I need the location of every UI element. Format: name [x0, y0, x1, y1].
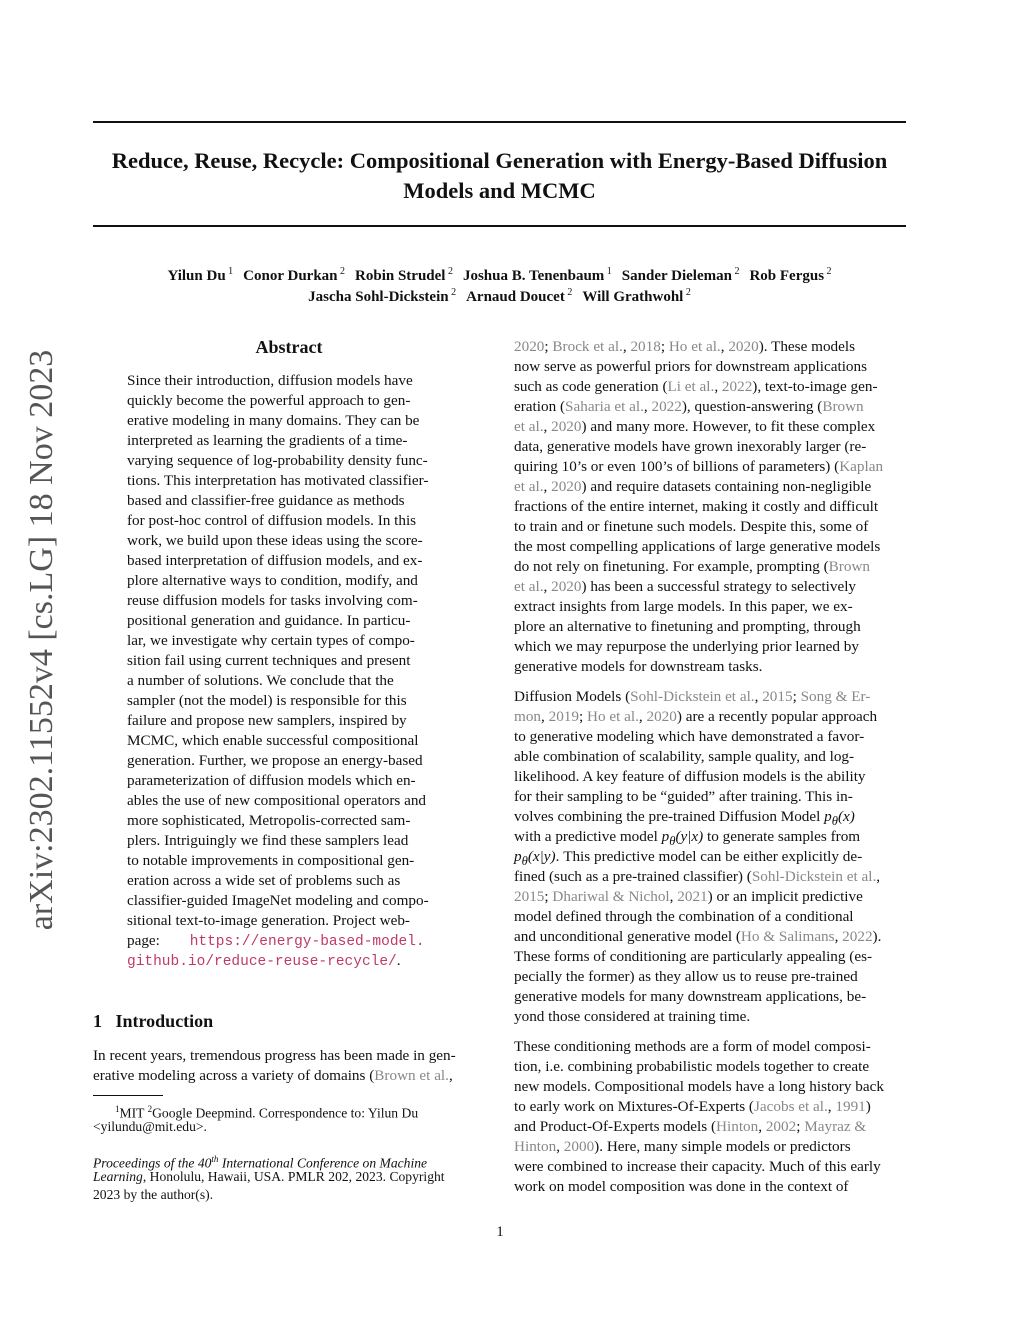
body-text-line — [514, 687, 870, 707]
text-span: , — [543, 578, 552, 595]
text-span: fractions of the entire internet, making it costly and difficult — [514, 498, 879, 515]
author-name: Rob Fergus $^2$ — [749, 266, 832, 284]
citation-link[interactable]: 2018 — [630, 338, 661, 355]
proceedings-text: , Honolulu, Hawaii, USA. PMLR 202, 2023. Copyright — [142, 1169, 445, 1184]
author-name: Sander Dieleman $^2$ — [621, 266, 740, 284]
text-span: ; — [792, 688, 801, 705]
text-span: to generate samples from — [703, 828, 861, 845]
text-span: . This predictive model can be either explicitly de- — [555, 848, 863, 865]
text-span: for their sampling to be “guided” after training. This in- — [514, 788, 853, 805]
citation-link[interactable]: 2020 — [514, 338, 545, 355]
text-span: ; — [660, 338, 669, 355]
text-span: ) and require datasets containing non-negligible — [581, 478, 872, 495]
text-span: ) are a recently popular approach — [676, 708, 878, 725]
text-span: work on model composition was done in the context of — [514, 1178, 849, 1195]
text-span: the most compelling applications of large generative models — [514, 538, 881, 555]
abstract-page-label: page: — [127, 932, 160, 949]
citation-link[interactable]: 2022 — [651, 398, 682, 415]
text-span: likelihood. A key feature of diffusion models is the ability — [514, 768, 866, 785]
body-text-line — [514, 947, 872, 967]
text-span: , — [720, 338, 729, 355]
text-span: , — [714, 378, 722, 395]
proceedings-text: International Conference on Machine — [218, 1155, 428, 1171]
author-name: Jascha Sohl-Dickstein $^2$ — [308, 287, 457, 305]
text-span: and unconditional generative model ( — [514, 928, 741, 945]
text-span: , — [834, 928, 843, 945]
affiliation-footnote-line-2: <yilundu@mit.edu>. — [93, 1119, 207, 1134]
text-span: ). — [872, 928, 882, 945]
citation-link[interactable]: 2002 — [765, 1118, 797, 1135]
abstract-line: based interpretation of diffusion models, and ex- — [127, 552, 423, 569]
text-span: with a predictive model — [514, 828, 662, 845]
body-text-line — [514, 377, 878, 397]
abstract-line: classifier-guided ImageNet modeling and compo- — [127, 892, 429, 909]
top-rule — [93, 121, 906, 123]
body-text-line — [514, 767, 866, 787]
footnote-rule — [93, 1095, 163, 1096]
proceedings-text: Proceedings of the — [93, 1155, 198, 1171]
abstract-url-line-1 — [127, 931, 457, 952]
text-span: data, generative models have grown inexorably larger (re- — [514, 438, 867, 455]
proceedings-text: Learning — [93, 1169, 143, 1184]
citation-link[interactable]: et al. — [514, 418, 544, 435]
text-span: generative models for many downstream applications, be- — [514, 988, 867, 1005]
citation-link[interactable]: mon — [514, 708, 542, 725]
abstract-line: reuse diffusion models for tasks involving com- — [127, 592, 418, 609]
abstract-line: quickly become the powerful approach to gen- — [127, 392, 411, 409]
body-text-line — [514, 727, 864, 747]
text-span: plore an alternative to finetuning and prompting, through — [514, 618, 861, 635]
citation-link[interactable]: 2015 — [514, 888, 545, 905]
citation-link[interactable]: Li et al. — [667, 378, 715, 395]
footnote-marker: 2 — [147, 1104, 153, 1114]
body-text-line — [514, 497, 878, 517]
text-span: which we may repurpose the underlying prior learned by — [514, 638, 859, 655]
affiliation-marker: 2 — [683, 287, 691, 298]
affiliation-text: Google Deepmind. Correspondence to: Yilun Du — [152, 1105, 419, 1121]
affiliation-marker: 2 — [448, 287, 457, 298]
body-text-line — [514, 1037, 871, 1057]
project-url-part-2[interactable]: github.io/reduce-reuse-recycle/ — [127, 954, 397, 970]
text-span: do not rely on finetuning. For example, prompting ( — [514, 558, 829, 575]
body-text-line — [514, 397, 864, 417]
abstract-line: generation. Further, we propose an energy-based — [127, 752, 423, 769]
citation-link[interactable]: Brock et al. — [552, 338, 623, 355]
abstract-line: eration across a wide set of problems such as — [127, 872, 401, 889]
abstract-line: MCMC, which enable successful compositional — [127, 732, 419, 749]
citation-link[interactable]: Jacobs et al. — [753, 1098, 828, 1115]
abstract-url-line-2 — [127, 951, 401, 972]
citation-link[interactable]: 2020 — [551, 418, 582, 435]
citation-link[interactable]: 2020 — [551, 478, 582, 495]
text-span: , — [643, 398, 652, 415]
text-span: ), text-to-image gen- — [752, 378, 878, 395]
text-span: ) or an implicit predictive — [707, 888, 863, 905]
text-span: ) has been a successful strategy to selectively — [581, 578, 857, 595]
abstract-final-period: . — [396, 952, 401, 969]
proceedings-line-3: 2023 by the author(s). — [93, 1187, 214, 1202]
body-text-line — [514, 927, 881, 947]
text-span: volves combining the pre-trained Diffusion Model — [514, 808, 825, 825]
abstract-line: erative modeling in many domains. They can be — [127, 412, 420, 429]
text-span: , — [669, 888, 678, 905]
text-span: to early work on Mixtures-Of-Experts ( — [514, 1098, 754, 1115]
text-span: such as code generation ( — [514, 378, 668, 395]
intro-left-line-1: In recent years, tremendous progress has been made in gen- — [93, 1047, 456, 1064]
text-span: to generative modeling which have demonstrated a favor- — [514, 728, 865, 745]
body-text-line — [514, 887, 863, 907]
body-text-line — [514, 1137, 851, 1157]
text-span: , — [541, 708, 549, 725]
text-span: extract insights from large models. In this paper, we ex- — [514, 598, 853, 615]
body-text-line — [514, 597, 853, 617]
text-span: ; — [578, 708, 588, 725]
text-span: , — [876, 868, 881, 885]
abstract-line: a number of solutions. We conclude that the — [127, 672, 394, 689]
citation-link[interactable]: 2020 — [551, 578, 582, 595]
text-span: , — [758, 1118, 766, 1135]
citation-link[interactable]: Ho et al. — [668, 338, 721, 355]
math-expression: p — [661, 828, 670, 845]
abstract-line: interpreted as learning the gradients of a time- — [127, 432, 408, 449]
abstract-line: plers. Intriguingly we find these samplers lead — [127, 832, 409, 849]
text-span: ). Here, many simple models or predictors — [594, 1138, 851, 1155]
body-text-line — [514, 557, 870, 577]
math-subscript: θ — [831, 814, 838, 829]
text-span: able combination of scalability, sample quality, and log- — [514, 748, 855, 765]
body-text-line — [514, 637, 859, 657]
body-text-line — [514, 967, 858, 987]
body-text-line — [514, 437, 866, 457]
abstract-line: varying sequence of log-probability density func- — [127, 452, 428, 469]
body-text-line — [514, 747, 854, 767]
body-text-line — [514, 657, 762, 677]
text-span: ). These models — [758, 338, 855, 355]
abstract-line: lar, we investigate why certain types of compo- — [127, 632, 415, 649]
abstract-line: sampler (not the model) is responsible for this — [127, 692, 407, 709]
text-span: These forms of conditioning are particularly appealing (es- — [514, 948, 873, 965]
citation-link[interactable]: Brown — [822, 398, 864, 415]
math-expression: (y|x) — [675, 828, 704, 845]
text-span: ; — [796, 1118, 805, 1135]
text-span: , — [827, 1098, 836, 1115]
page-number: 1 — [496, 1224, 504, 1240]
math-subscript: θ — [669, 834, 676, 849]
citation-link[interactable]: Hinton — [716, 1118, 759, 1135]
author-name: Yilun Du $^1$ — [167, 266, 234, 284]
text-span: tion, i.e. combining probabilistic models together to create — [514, 1058, 870, 1075]
abstract-line: failure and propose new samplers, inspired by — [127, 712, 407, 729]
body-text-line — [514, 1077, 884, 1097]
affiliation-marker: 2 — [337, 266, 346, 277]
text-span: fined (such as a pre-trained classifier) ( — [514, 868, 752, 885]
citation-link[interactable]: 2015 — [762, 688, 793, 705]
affiliation-marker: 1 — [225, 266, 234, 277]
affiliation-marker: 1 — [604, 266, 612, 277]
abstract-line: sition fail using current techniques and present — [127, 652, 411, 669]
body-text-line — [514, 517, 868, 537]
citation-link[interactable]: Brown — [828, 558, 871, 575]
citation-link[interactable]: Song & Er- — [800, 688, 871, 705]
body-text-line — [514, 987, 866, 1007]
author-name: Joshua B. Tenenbaum $^1$ — [462, 266, 612, 284]
body-text-line — [514, 1007, 750, 1027]
citation-link[interactable]: 2019 — [548, 708, 579, 725]
proceedings-text: th — [211, 1154, 219, 1164]
text-span: quiring 10’s or even 100’s of billions of parameters) ( — [514, 458, 840, 475]
text-span: model defined through the combination of a conditional — [514, 908, 854, 925]
introduction-heading: 1 Introduction — [93, 1011, 214, 1031]
math-subscript: θ — [521, 854, 528, 869]
body-text-line — [514, 707, 877, 727]
abstract-line: Since their introduction, diffusion models have — [127, 372, 413, 389]
body-text-line — [514, 907, 854, 927]
author-name: Robin Strudel $^2$ — [355, 266, 453, 284]
math-expression: p — [514, 848, 522, 865]
text-span: yond those considered at training time. — [514, 1008, 751, 1025]
body-text-line — [514, 1117, 866, 1137]
affiliation-marker: 2 — [824, 266, 832, 277]
citation-link[interactable]: 2022 — [842, 928, 873, 945]
body-text-line — [514, 1157, 881, 1177]
text-span: , — [543, 418, 552, 435]
body-text-line — [514, 417, 875, 437]
text-span: These conditioning methods are a form of model composi- — [514, 1038, 871, 1055]
author-name: Conor Durkan $^2$ — [243, 266, 346, 284]
citation-link[interactable]: Saharia et al. — [565, 398, 644, 415]
citation-link[interactable]: 2021 — [677, 888, 708, 905]
citation-link[interactable]: Mayraz & — [804, 1118, 867, 1135]
text-span: were combined to increase their capacity. Much of this early — [514, 1158, 881, 1175]
citation-link[interactable]: Sohl-Dickstein et al. — [751, 868, 877, 885]
text-span: ; — [544, 338, 553, 355]
affiliation-text: MIT — [119, 1105, 148, 1121]
text-span: ; — [544, 888, 553, 905]
abstract-line: ables the use of new compositional operators and — [127, 792, 427, 809]
text-span: ) and many more. However, to fit these complex — [581, 418, 876, 435]
author-list-row-2 — [93, 283, 906, 307]
citation-link[interactable]: 1991 — [835, 1098, 866, 1115]
body-text-line — [514, 357, 867, 377]
abstract-line: to notable improvements in compositional gen- — [127, 852, 415, 869]
arxiv-identifier-stamp: arXiv:2302.11552v4 [cs.LG] 18 Nov 2023 — [23, 349, 60, 931]
text-span: , — [543, 478, 552, 495]
abstract-line: parameterization of diffusion models which en- — [127, 772, 416, 789]
abstract-heading: Abstract — [255, 337, 323, 357]
intro-text: , — [448, 1067, 453, 1084]
abstract-line: sitional text-to-image generation. Project web- — [127, 912, 410, 929]
body-text-line — [514, 1097, 871, 1117]
body-text-line — [514, 337, 855, 357]
text-span: to train and or finetune such models. Despite this, some of — [514, 518, 869, 535]
affiliation-marker: 2 — [564, 287, 573, 298]
body-text-line — [514, 477, 871, 497]
footnote-marker: 1 — [115, 1104, 120, 1114]
abstract-line: more sophisticated, Metropolis-corrected sam- — [127, 812, 411, 829]
body-text-line — [514, 867, 880, 887]
citation-link[interactable]: et al. — [514, 478, 544, 495]
abstract-line: work, we build upon these ideas using the score- — [127, 532, 423, 549]
body-text-line — [514, 577, 856, 597]
abstract-line: tions. This interpretation has motivated classifier- — [127, 472, 429, 489]
citation-link[interactable]: Dhariwal & Nichol — [552, 888, 670, 905]
abstract-line: plore alternative ways to condition, modify, and — [127, 572, 418, 589]
body-text-line — [514, 1057, 869, 1077]
text-span: , — [754, 688, 763, 705]
citation-link[interactable]: et al. — [514, 578, 544, 595]
title-bottom-rule — [93, 225, 906, 227]
citation-link[interactable]: 2000 — [563, 1138, 595, 1155]
body-text-line — [514, 787, 853, 807]
citation-link[interactable]: Ho & Salimans — [740, 928, 835, 945]
abstract-line: positional generation and guidance. In particu- — [127, 612, 411, 629]
proceedings-line-2 — [93, 1168, 445, 1186]
text-span: ) — [865, 1098, 871, 1115]
math-expression: p — [824, 808, 832, 825]
author-name: Will Grathwohl $^2$ — [582, 287, 691, 305]
text-span: , — [622, 338, 631, 355]
paper-title — [93, 146, 906, 206]
body-text-line — [514, 537, 880, 557]
text-span: generative models for downstream tasks. — [514, 658, 763, 675]
project-url-part-1[interactable]: https://energy-based-model. — [189, 934, 425, 950]
intro-text: erative modeling across a variety of domains ( — [93, 1067, 375, 1084]
text-span: , — [556, 1138, 564, 1155]
citation-link[interactable]: 2022 — [721, 378, 753, 395]
abstract-line: for post-hoc control of diffusion models. In this — [127, 512, 417, 529]
text-span: pecially the former) as they allow us to reuse pre-trained — [514, 968, 858, 985]
text-span: now serve as powerful priors for downstream applications — [514, 358, 868, 375]
intro-left-line-2 — [93, 1066, 453, 1086]
affiliation-marker: 2 — [731, 266, 740, 277]
text-span: Diffusion Models ( — [514, 688, 631, 705]
citation-link[interactable]: Hinton — [514, 1138, 557, 1155]
text-span: , — [638, 708, 647, 725]
body-text-line — [514, 1177, 849, 1197]
text-span: eration ( — [514, 398, 566, 415]
citation-link[interactable]: 2020 — [646, 708, 677, 725]
text-span: new models. Compositional models have a long history back — [514, 1078, 884, 1095]
text-span: ), question-answering ( — [681, 398, 823, 415]
text-span: and Product-Of-Experts models ( — [514, 1118, 717, 1135]
author-name: Arnaud Doucet $^2$ — [466, 287, 573, 305]
citation-link[interactable]: Kaplan — [839, 458, 884, 475]
citation-link[interactable]: Sohl-Dickstein et al. — [630, 688, 755, 705]
citation-link[interactable]: Ho et al. — [587, 708, 639, 725]
title-line-1: Reduce, Reuse, Recycle: Compositional Generation with Energy-Based Diffusion — [111, 148, 888, 173]
title-line-2: Models and MCMC — [403, 178, 596, 203]
citation-link[interactable]: Brown et al. — [374, 1067, 449, 1084]
abstract-line: based and classifier-free guidance as methods — [127, 492, 405, 509]
proceedings-text: 40 — [197, 1155, 212, 1171]
body-text-line — [514, 617, 861, 637]
math-expression: (x) — [837, 808, 855, 825]
affiliation-marker: 2 — [445, 266, 453, 277]
citation-link[interactable]: 2020 — [728, 338, 759, 355]
body-text-line — [514, 457, 883, 477]
math-expression: (x|y) — [527, 848, 556, 865]
